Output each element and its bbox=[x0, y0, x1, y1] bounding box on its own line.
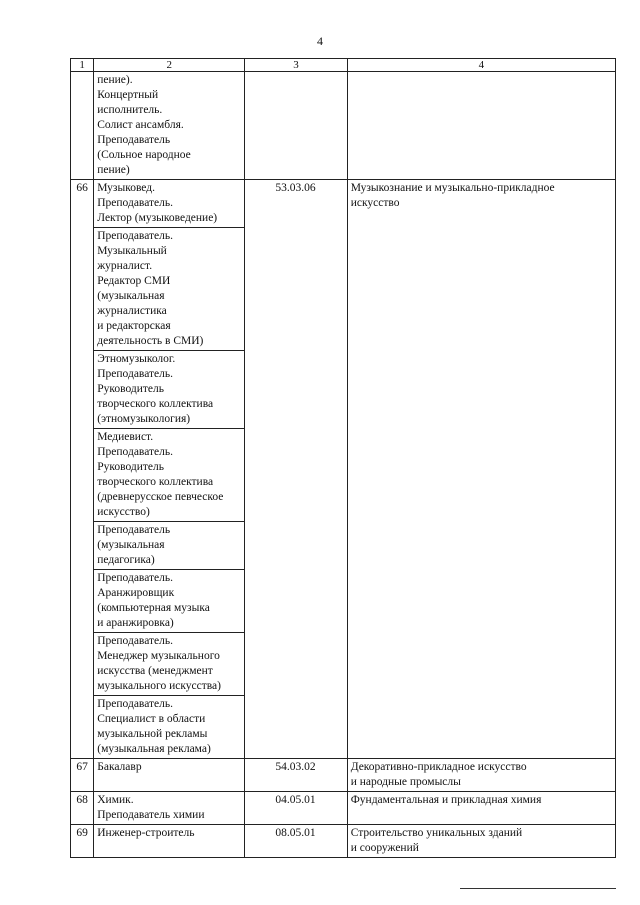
qualification-cell: Этномузыколог. Преподаватель. Руководитель творческого коллектива (этномузыкология) bbox=[94, 351, 245, 429]
field-cell: Строительство уникальных зданий и сооружений bbox=[347, 825, 615, 858]
page-number: 4 bbox=[317, 34, 323, 48]
qualification-cell: Химик. Преподаватель химии bbox=[94, 792, 245, 825]
footer-rule bbox=[460, 888, 616, 889]
code-cell: 04.05.01 bbox=[245, 792, 347, 825]
table-row-66 bbox=[71, 180, 616, 228]
header-col-2: 2 bbox=[94, 59, 245, 72]
row-number-cell: 66 bbox=[71, 180, 94, 759]
code-cell: 53.03.06 bbox=[245, 180, 347, 759]
header-col-4: 4 bbox=[347, 59, 615, 72]
qualification-cell: Инженер-строитель bbox=[94, 825, 245, 858]
field-cell: Музыкознание и музыкально-прикладное искусство bbox=[347, 180, 615, 759]
field-cell: Фундаментальная и прикладная химия bbox=[347, 792, 615, 825]
header-col-3: 3 bbox=[245, 59, 347, 72]
qualification-cell: Преподаватель. Специалист в области музыкальной рекламы (музыкальная реклама) bbox=[94, 696, 245, 759]
row-number-cell bbox=[71, 72, 94, 180]
code-cell: 54.03.02 bbox=[245, 759, 347, 792]
qualification-cell: пение). Концертный исполнитель. Солист ансамбля. Преподаватель (Сольное народное пение) bbox=[94, 72, 245, 180]
header-col-1: 1 bbox=[71, 59, 94, 72]
field-cell: Декоративно-прикладное искусство и народные промыслы bbox=[347, 759, 615, 792]
table-row-continuation bbox=[71, 72, 616, 180]
table-header-row bbox=[71, 59, 616, 72]
field-cell bbox=[347, 72, 615, 180]
qualification-cell: Медиевист. Преподаватель. Руководитель творческого коллектива (древнерусское певческое искусство) bbox=[94, 429, 245, 522]
code-cell bbox=[245, 72, 347, 180]
row-number-cell: 69 bbox=[71, 825, 94, 858]
qualification-cell: Преподаватель. Аранжировщик (компьютерная музыка и аранжировка) bbox=[94, 570, 245, 633]
table-row-68 bbox=[71, 792, 616, 825]
qualification-cell: Преподаватель. Менеджер музыкального искусства (менеджмент музыкального искусства) bbox=[94, 633, 245, 696]
row-number-cell: 68 bbox=[71, 792, 94, 825]
code-cell: 08.05.01 bbox=[245, 825, 347, 858]
row-number-cell: 67 bbox=[71, 759, 94, 792]
qualification-cell: Преподаватель. Музыкальный журналист. Редактор СМИ (музыкальная журналистика и редакторская деятельность в СМИ) bbox=[94, 228, 245, 351]
table-row-69 bbox=[71, 825, 616, 858]
table-row-67 bbox=[71, 759, 616, 792]
qualification-cell: Преподаватель (музыкальная педагогика) bbox=[94, 522, 245, 570]
qualification-cell: Бакалавр bbox=[94, 759, 245, 792]
qualification-cell: Музыковед. Преподаватель. Лектор (музыковедение) bbox=[94, 180, 245, 228]
specialties-table bbox=[70, 58, 616, 858]
